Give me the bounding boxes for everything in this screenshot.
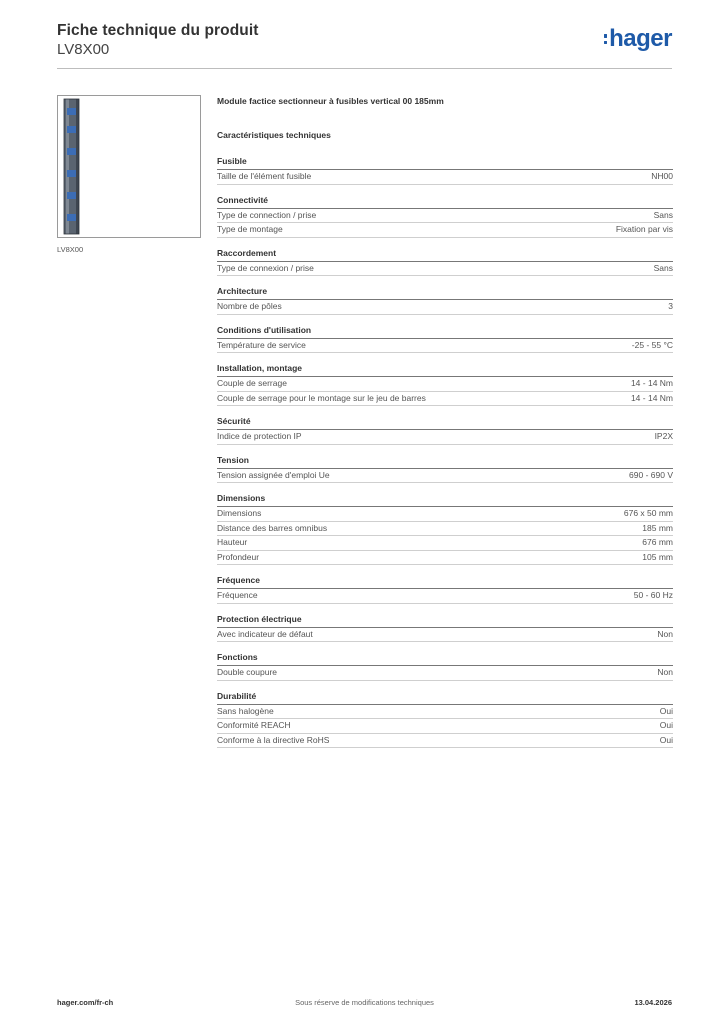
spec-row-label: Conforme à la directive RoHS [217, 734, 330, 745]
spec-section [217, 248, 673, 277]
spec-row [217, 170, 673, 185]
spec-row-label: Hauteur [217, 537, 248, 547]
spec-section [217, 614, 673, 643]
spec-row-value: Sans [653, 209, 673, 220]
spec-section-title: Sécurité [217, 416, 673, 430]
spec-row-label: Nombre de pôles [217, 301, 282, 311]
spec-row-value: 3 [668, 301, 673, 311]
spec-row [217, 551, 673, 566]
hager-logo [604, 26, 672, 52]
spec-row-label: Température de service [217, 339, 306, 350]
spec-row-value: 14 - 14 Nm [630, 392, 673, 403]
spec-row-value: Oui [659, 734, 673, 745]
spec-row-value: 105 mm [642, 551, 673, 562]
footer-website: hager.com/fr-ch [57, 998, 114, 1007]
spec-row-label: Type de montage [217, 224, 283, 234]
spec-section [217, 416, 673, 445]
document-header [57, 22, 672, 70]
spec-row-label: Taille de l'élément fusible [217, 171, 312, 181]
spec-row-value: 185 mm [642, 522, 673, 533]
spec-row-value: Non [657, 628, 673, 639]
spec-row [217, 719, 673, 734]
spec-row-value: 676 x 50 mm [623, 508, 673, 518]
spec-section-title: Connectivité [217, 195, 673, 209]
specification-heading: Caractéristiques techniques [217, 130, 331, 140]
spec-section-title: Fonctions [217, 652, 673, 666]
document-footer [57, 998, 672, 1010]
spec-row [217, 339, 673, 354]
spec-row-value: Sans [653, 262, 673, 273]
spec-row [217, 734, 673, 749]
spec-row-label: Tension assignée d'emploi Ue [217, 469, 330, 480]
spec-row [217, 223, 673, 238]
logo-text: hager [609, 25, 672, 52]
product-image-caption: LV8X00 [57, 245, 84, 254]
spec-row [217, 209, 673, 224]
spec-row [217, 300, 673, 315]
spec-row-label: Couple de serrage [217, 378, 287, 388]
spec-row [217, 705, 673, 720]
spec-row-value: Non [657, 667, 673, 677]
spec-section-title: Installation, montage [217, 363, 673, 377]
specification-sections [217, 156, 673, 748]
spec-section [217, 652, 673, 681]
spec-row-value: 676 mm [642, 537, 673, 547]
spec-row-label: Indice de protection IP [217, 431, 302, 441]
spec-row-label: Profondeur [217, 551, 260, 562]
product-description: Module factice sectionneur à fusibles vertical 00 185mm [217, 96, 444, 106]
spec-section-title: Raccordement [217, 248, 673, 262]
spec-row-label: Dimensions [217, 508, 262, 518]
logo-colon-mark [604, 34, 608, 44]
spec-section [217, 455, 673, 484]
spec-row-label: Double coupure [217, 667, 278, 677]
spec-row-label: Type de connexion / prise [217, 262, 314, 273]
spec-row [217, 522, 673, 537]
footer-disclaimer: Sous réserve de modifications techniques [295, 998, 434, 1007]
spec-row-label: Type de connection / prise [217, 209, 317, 220]
spec-row-value: NH00 [651, 171, 673, 181]
product-image [57, 95, 201, 238]
spec-section [217, 691, 673, 749]
technical-specification [217, 96, 673, 758]
document-title: Fiche technique du produit [57, 22, 259, 39]
footer-date: 13.04.2026 [634, 998, 672, 1007]
spec-row-value: Oui [659, 705, 673, 716]
spec-section-title: Fréquence [217, 575, 673, 589]
spec-row-label: Fréquence [217, 590, 258, 600]
spec-row [217, 262, 673, 277]
spec-section [217, 195, 673, 238]
spec-section-title: Tension [217, 455, 673, 469]
spec-row-label: Couple de serrage pour le montage sur le jeu de barres [217, 392, 426, 403]
spec-row-value: 50 - 60 Hz [633, 590, 673, 600]
spec-section [217, 363, 673, 406]
spec-row [217, 507, 673, 522]
spec-row-value: 14 - 14 Nm [630, 378, 673, 388]
spec-row-value: -25 - 55 °C [631, 339, 673, 350]
spec-section [217, 156, 673, 185]
spec-section-title: Architecture [217, 286, 673, 300]
spec-section-title: Dimensions [217, 493, 673, 507]
spec-row [217, 589, 673, 604]
spec-row [217, 666, 673, 681]
product-reference: LV8X00 [57, 41, 110, 58]
spec-row [217, 469, 673, 484]
spec-row-value: Oui [659, 720, 673, 730]
spec-section-title: Protection électrique [217, 614, 673, 628]
spec-row [217, 377, 673, 392]
spec-row [217, 430, 673, 445]
spec-section [217, 575, 673, 604]
fuse-module-illustration [58, 96, 200, 237]
spec-section-title: Fusible [217, 156, 673, 170]
spec-section [217, 286, 673, 315]
spec-section-title: Conditions d'utilisation [217, 325, 673, 339]
spec-row-label: Conformité REACH [217, 720, 291, 730]
spec-row-label: Avec indicateur de défaut [217, 628, 313, 639]
spec-section [217, 493, 673, 565]
spec-row-value: Fixation par vis [615, 224, 673, 234]
spec-row-value: IP2X [654, 431, 673, 441]
spec-row-label: Sans halogène [217, 705, 274, 716]
spec-row-value: 690 - 690 V [629, 469, 673, 480]
spec-row [217, 392, 673, 407]
header-divider [57, 68, 672, 69]
spec-row-label: Distance des barres omnibus [217, 522, 328, 533]
spec-section-title: Durabilité [217, 691, 673, 705]
spec-row [217, 628, 673, 643]
spec-row [217, 536, 673, 551]
spec-section [217, 325, 673, 354]
